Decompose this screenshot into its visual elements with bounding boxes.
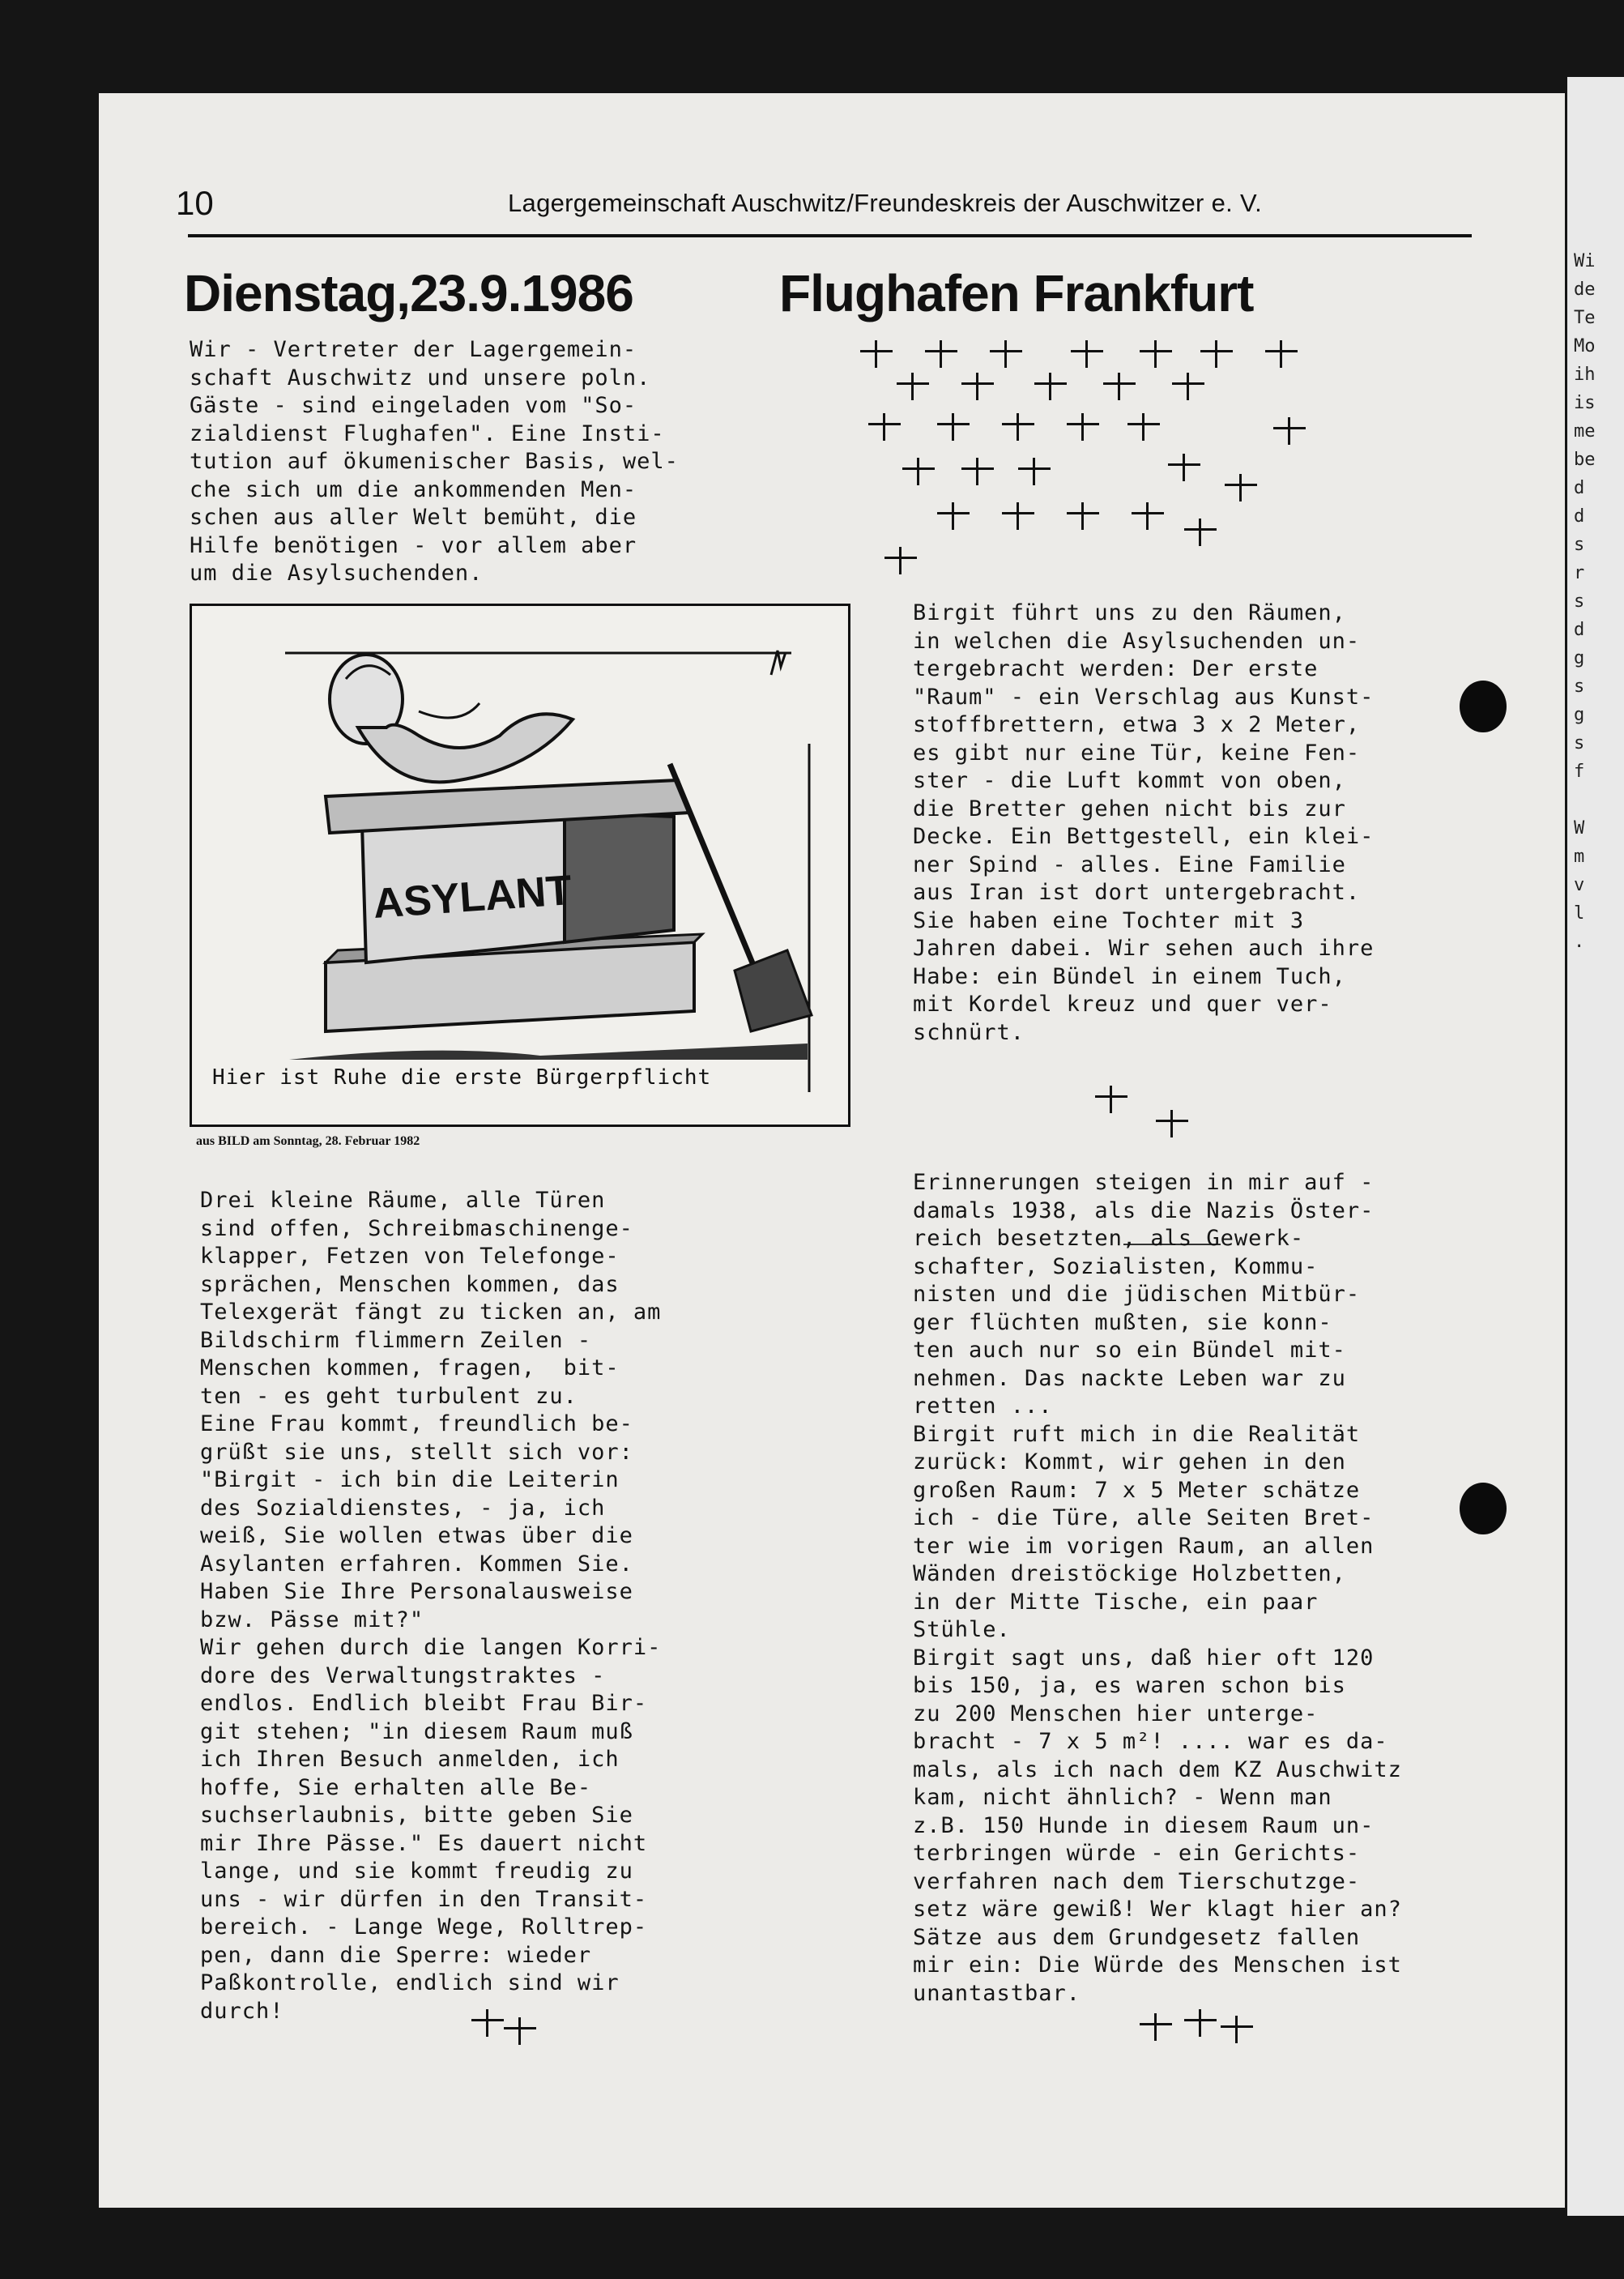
cross-icon [902,458,935,485]
cross-icon [1067,502,1099,530]
cross-icon [1273,417,1306,445]
cross-icon [1221,2016,1253,2043]
cross-icon [1103,373,1136,400]
page-header [176,184,1567,233]
cross-icon [1095,1086,1127,1113]
cross-group [1140,2009,1277,2050]
cross-icon [1200,340,1233,368]
cross-icon [1132,502,1164,530]
header-rule [188,234,1472,237]
cross-icon [1140,340,1172,368]
running-title: Lagergemeinschaft Auschwitz/Freundeskreis der Auschwitzer e. V. [508,189,1262,217]
cartoon-image [190,604,850,1127]
document-page [99,93,1565,2208]
cross-icon [1184,519,1217,546]
cross-icon [1168,454,1200,481]
cross-icon [1018,458,1051,485]
cross-icon [961,458,994,485]
cross-icon [1071,340,1103,368]
cross-icon [504,2017,536,2045]
cross-icon [925,340,957,368]
cross-icon [1140,2013,1172,2041]
headline-date: Dienstag,23.9.1986 [184,264,633,322]
cross-group [1095,1086,1192,1150]
cross-icon [897,373,929,400]
cartoon-drawing [192,606,848,1125]
cross-icon [471,2009,504,2037]
left-column-body: Drei kleine Räume, alle Türen sind offen, Schreibmaschinenge- klapper, Fetzen von Telefonge- sprächen, Menschen kommen, das Telexgerät fängt zu ticken an, am Bildschirm flimmern Zeilen - Menschen kommen, fragen, bit- ten - es geht turbulent zu. Eine Frau kommt, freundlich be- grüßt sie uns, stellt sich vor: "Birgit - ich bin die Leiterin des Sozialdienstes, - ja, ich weiß, Sie wollen etwas über die Asylanten erfahren. Kommen Sie. Haben Sie Ihre Personalausweise bzw. Pässe mit?" Wir gehen durch die langen Korri- dore des Verwaltungstraktes - endlos. Endlich bleibt Frau Bir- git stehen; "in diesem Raum muß ich Ihren Besuch anmelden, ich hoffe, Sie erhalten alle Be- suchserlaubnis, bitte geben Sie mir Ihre Pässe." Es dauert nicht lange, und sie kommt freudig zu uns - wir dürfen in den Transit- bereich. - Lange Wege, Rolltrep- pen, dann die Sperre: wieder Paßkontrolle, endlich sind wir durch! [200,1188,662,2024]
cross-icon [860,340,893,368]
cross-icon [1184,2009,1217,2037]
cross-icon [937,502,970,530]
right-column-body-2: Erinnerungen steigen in mir auf - damals 1938, als die Nazis Öster- reich besetzten, als Gewerk- schafter, Sozialisten, Kommu- nisten und die jüdischen Mitbür- ger flüchten mußten, sie konn- ten auch nur so ein Bündel mit- nehmen. Das nackte Leben war zu retten ... Birgit ruft mich in die Realität zurück: Kommt, wir gehen in den großen Raum: 7 x 5 Meter schätze ich - die Türe, alle Seiten Bret- ter wie im vorigen Raum, an allen Wänden dreistöckige Holzbetten, in der Mitte Tische, ein paar Stühle. Birgit sagt uns, daß hier oft 120 bis 150, ja, es waren schon bis zu 200 Menschen hier unterge- bracht - 7 x 5 m²! .... war es da- mals, als ich nach dem KZ Auschwitz kam, nicht ähnlich? - Wenn man z.B. 150 Hunde in diesem Raum un- terbringen würde - ein Gerichts- verfahren nach dem Tierschutzge- setz wäre gewiß! Wer klagt hier an? Sätze aus dem Grundgesetz fallen mir ein: Die Würde des Menschen ist unantastbar. [913,1170,1402,2006]
cross-icon [937,413,970,441]
punch-hole [1460,681,1507,732]
cross-icon [1002,502,1034,530]
punch-hole [1460,1483,1507,1534]
page-number: 10 [176,184,214,222]
right-column-body-1: Birgit führt uns zu den Räumen, in welchen die Asylsuchenden un- tergebracht werden: Der erste "Raum" - ein Verschlag aus Kunst- stoffbrettern, etwa 3 x 2 Meter, es gibt nur eine Tür, keine Fen- ster - die Luft kommt von oben, die Bretter gehen nicht bis zur Decke. Ein Bettgestell, ein klei- ner Spind - alles. Eine Familie aus Iran ist dort untergebracht. Sie haben eine Tochter mit 3 Jahren dabei. Wir sehen auch ihre Habe: ein Bündel in einem Tuch, mit Kordel kreuz und quer ver- schnürt. [913,600,1375,1045]
cross-icon [1067,413,1099,441]
cross-icon [1172,373,1204,400]
adjacent-page-edge [1567,77,1624,2216]
cross-icon [884,547,917,574]
cartoon-source: aus BILD am Sonntag, 28. Februar 1982 [196,1134,420,1148]
headline-place: Flughafen Frankfurt [779,264,1254,322]
cross-icon [1156,1110,1188,1137]
intro-paragraph: Wir - Vertreter der Lagergemein- schaft Auschwitz und unsere poln. Gäste - sind eingeladen vom "So- zialdienst Flughafen". Eine Insti- tution auf ökumenischer Basis, wel- che sich um die ankommenden Men- schen aus aller Welt bemüht, die Hilfe benötigen - vor allem aber um die Asylsuchenden. [190,337,679,586]
cross-icon [1002,413,1034,441]
plaque-text: ASYLANT [371,866,573,928]
cross-icon [1127,413,1160,441]
cross-icon [1265,340,1298,368]
cross-icon [1034,373,1067,400]
adjacent-page-text: Wi de Te Mo ih is me be d d s r s d g s g s f W m v l . [1574,251,1596,952]
cartoon-caption: Hier ist Ruhe die erste Bürgerpflicht [212,1065,712,1090]
cross-icon [990,340,1022,368]
cross-icon [1225,474,1257,501]
cross-icon [961,373,994,400]
cross-group [471,2009,569,2050]
cross-icon [868,413,901,441]
